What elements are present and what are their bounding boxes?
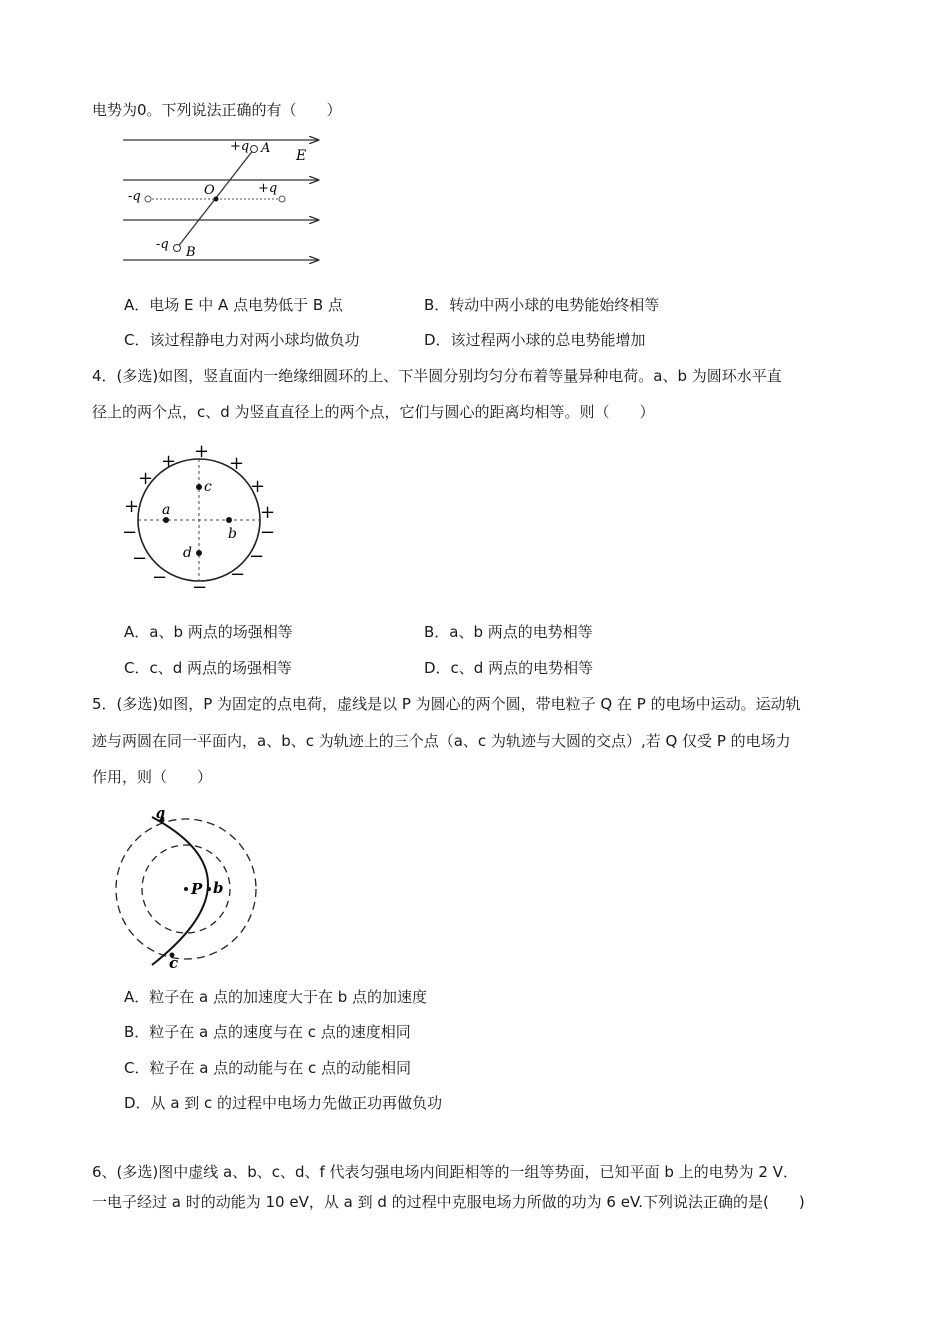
- label-minus-q-b: -q: [156, 237, 169, 252]
- q5-stem-line1: 5．(多选)如图，P 为固定的点电荷，虚线是以 P 为圆心的两个圆，带电粒子 Q 在 P 的电场中运动。运动轨: [92, 695, 801, 713]
- label-O: O: [204, 183, 215, 198]
- q3-option-a: A．电场 E 中 A 点电势低于 B 点: [124, 296, 343, 314]
- label-B: B: [186, 245, 196, 260]
- label-plus-q-a: +q: [230, 139, 250, 154]
- svg-text:+: +: [260, 502, 276, 523]
- svg-text:−: −: [260, 522, 276, 543]
- point-c: [196, 484, 202, 490]
- q3-stem-tail: 电势为0。下列说法正确的有（ ）: [92, 101, 342, 119]
- q3-figure: [118, 132, 328, 268]
- label-b: b: [228, 526, 237, 542]
- point-p: [184, 887, 188, 891]
- svg-text:+: +: [250, 476, 266, 497]
- svg-text:+: +: [138, 468, 154, 489]
- svg-text:−: −: [249, 546, 265, 567]
- label-a: a: [156, 805, 166, 822]
- q6-stem-line2: 一电子经过 a 时的动能为 10 eV，从 a 到 d 的过程中克服电场力所做的功为 6 eV.下列说法正确的是( ): [92, 1193, 805, 1211]
- label-plus-q-right: +q: [258, 181, 278, 196]
- svg-text:−: −: [192, 577, 208, 598]
- point-d: [196, 550, 202, 556]
- svg-text:+: +: [194, 441, 210, 462]
- label-P: P: [191, 880, 203, 898]
- svg-text:+: +: [229, 453, 245, 474]
- svg-text:+: +: [161, 451, 177, 472]
- svg-text:+: +: [124, 496, 140, 517]
- q5-figure: [112, 805, 262, 973]
- point-b: [226, 517, 232, 523]
- q5-option-a: A．粒子在 a 点的加速度大于在 b 点的加速度: [124, 988, 428, 1006]
- q6-stem-line1: 6、(多选)图中虚线 a、b、c、d、f 代表匀强电场内间距相等的一组等势面，已知平面 b 上的电势为 2 V．: [92, 1163, 798, 1181]
- ball-b: [174, 245, 181, 252]
- ball-a: [251, 146, 258, 153]
- q4-figure: [118, 440, 283, 598]
- q5-stem-line2: 迹与两圆在同一平面内，a、b、c 为轨迹上的三个点（a、c 为轨迹与大圆的交点）,若 Q 仅受 P 的电场力: [92, 732, 791, 750]
- q3-option-c: C．该过程静电力对两小球均做负功: [124, 331, 360, 349]
- q5-option-b: B．粒子在 a 点的速度与在 c 点的速度相同: [124, 1023, 411, 1041]
- q4-option-a: A．a、b 两点的场强相等: [124, 623, 293, 641]
- svg-text:−: −: [132, 548, 148, 569]
- ball-left: [145, 196, 151, 202]
- label-minus-q-left: -q: [128, 189, 141, 204]
- svg-text:−: −: [152, 567, 168, 588]
- label-d: d: [183, 545, 192, 561]
- q4-option-b: B．a、b 两点的电势相等: [424, 623, 593, 641]
- q4-stem-line1: 4．(多选)如图，竖直面内一绝缘细圆环的上、下半圆分别均匀分布着等量异种电荷。a、b 为圆环水平直: [92, 367, 782, 385]
- svg-text:−: −: [122, 522, 138, 543]
- label-b: b: [213, 879, 224, 897]
- q3-option-b: B．转动中两小球的电势能始终相等: [424, 296, 660, 314]
- ball-right: [279, 196, 285, 202]
- q4-stem-line2: 径上的两个点，c、d 为竖直直径上的两个点，它们与圆心的距离均相等。则（ ）: [92, 403, 655, 421]
- q3-option-d: D．该过程两小球的总电势能增加: [424, 331, 646, 349]
- svg-text:−: −: [230, 564, 246, 585]
- label-c: c: [169, 954, 179, 972]
- q5-option-d: D．从 a 到 c 的过程中电场力先做正功再做负功: [124, 1094, 443, 1112]
- q5-stem-line3: 作用，则（ ）: [92, 768, 213, 786]
- q4-option-d: D．c、d 两点的电势相等: [424, 659, 594, 677]
- label-c: c: [204, 479, 212, 495]
- label-E: E: [296, 148, 307, 164]
- label-a: a: [162, 502, 171, 518]
- label-A: A: [261, 141, 271, 156]
- point-b: [207, 887, 211, 891]
- plus-signs: [124, 441, 275, 523]
- q4-option-c: C．c、d 两点的场强相等: [124, 659, 293, 677]
- q5-option-c: C．粒子在 a 点的动能与在 c 点的动能相同: [124, 1059, 411, 1077]
